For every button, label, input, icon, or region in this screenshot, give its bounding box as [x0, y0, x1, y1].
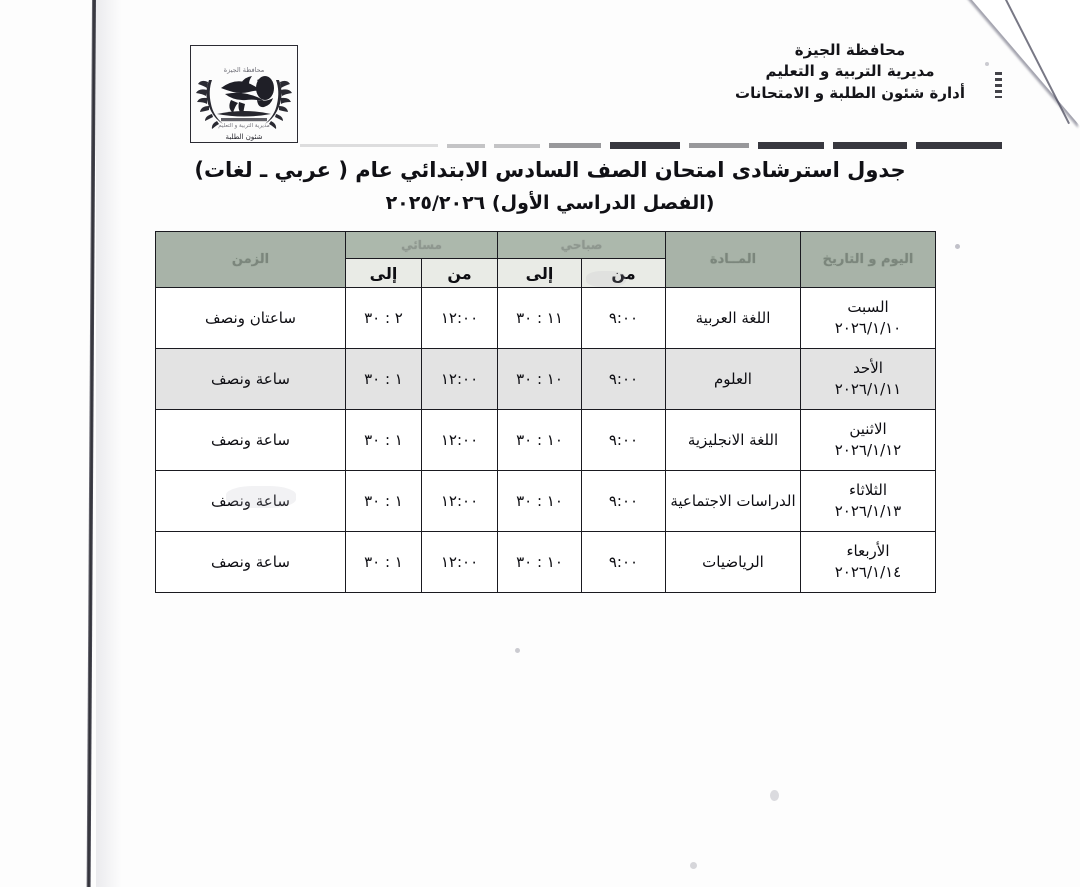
cell-subject: الدراسات الاجتماعية [666, 471, 801, 532]
cell-morning-to: ١٠ : ٣٠ [497, 349, 581, 410]
cell-subject: العلوم [666, 349, 801, 410]
table-row [155, 349, 935, 410]
scan-speck [770, 790, 779, 801]
cell-morning-to: ١٠ : ٣٠ [497, 471, 581, 532]
cell-evening-to: ٢ : ٣٠ [345, 288, 421, 349]
cell-day-name: السبت [847, 298, 889, 316]
header-group-evening: مسائي [345, 232, 497, 259]
emblem-mid-caption: مديرية التربية و التعليم [218, 123, 270, 129]
table-row [155, 410, 935, 471]
table-row [155, 471, 935, 532]
scan-speck [515, 648, 520, 653]
cell-day-date-value: ٢٠٢٦/١/١٠ [834, 319, 902, 337]
letterhead-text [700, 40, 1000, 104]
cell-evening-from: ١٢:٠٠ [421, 532, 497, 593]
header-morning-to: إلى [497, 259, 581, 288]
header-day-date: اليوم و التاريخ [801, 232, 936, 288]
header-evening-to: إلى [345, 259, 421, 288]
cell-morning-from: ٩:٠٠ [582, 471, 666, 532]
rule-segment [300, 144, 438, 147]
cell-day-date-value: ٢٠٢٦/١/١٣ [834, 502, 902, 520]
cell-day-date-value: ٢٠٢٦/١/١٢ [834, 441, 902, 459]
cell-duration: ساعة ونصف [155, 410, 345, 471]
header-subject: المــادة [666, 232, 801, 288]
rule-segment [549, 143, 601, 148]
exam-schedule-table [155, 231, 936, 593]
cell-evening-from: ١٢:٠٠ [421, 410, 497, 471]
cell-morning-from: ٩:٠٠ [582, 288, 666, 349]
cell-evening-to: ١ : ٣٠ [345, 471, 421, 532]
cell-duration: ساعة ونصف [155, 471, 345, 532]
letterhead-governorate: محافظة الجيزة [794, 41, 906, 59]
rule-segment [447, 144, 485, 148]
table-header-row-top [155, 232, 935, 259]
table-row [155, 288, 935, 349]
table-head [155, 232, 935, 288]
letterhead-directorate: مديرية التربية و التعليم [765, 62, 935, 81]
cell-evening-to: ١ : ٣٠ [345, 532, 421, 593]
cell-morning-from: ٩:٠٠ [582, 532, 666, 593]
cell-day-date [801, 532, 936, 593]
cell-day-date-value: ٢٠٢٦/١/١١ [834, 380, 902, 398]
table-row [155, 532, 935, 593]
cell-subject: اللغة العربية [666, 288, 801, 349]
cell-evening-to: ١ : ٣٠ [345, 410, 421, 471]
cell-duration: ساعة ونصف [155, 349, 345, 410]
rule-segment [689, 143, 749, 148]
rule-segment [610, 142, 680, 149]
exam-schedule-table-wrapper [196, 231, 936, 593]
document-title-block [150, 158, 950, 214]
cell-day-date [801, 288, 936, 349]
cell-evening-to: ١ : ٣٠ [345, 349, 421, 410]
cell-day-name: الثلاثاء [848, 481, 887, 499]
cell-subject: اللغة الانجليزية [666, 410, 801, 471]
cell-duration: ساعة ونصف [155, 532, 345, 593]
cell-day-name: الأحد [853, 359, 883, 377]
scan-speck [955, 244, 960, 249]
scan-speck [690, 862, 697, 869]
letterhead [0, 40, 1080, 140]
cell-subject: الرياضيات [666, 532, 801, 593]
table-body [155, 288, 935, 593]
egypt-eagle-emblem [190, 45, 298, 143]
page-title: جدول استرشادى امتحان الصف السادس الابتدائي عام ( عربي ـ لغات) [194, 158, 906, 182]
rule-segment [916, 142, 1002, 149]
cell-evening-from: ١٢:٠٠ [421, 349, 497, 410]
rule-segment [758, 142, 824, 149]
cell-day-date [801, 410, 936, 471]
cell-day-date [801, 471, 936, 532]
cell-day-date [801, 349, 936, 410]
cell-morning-from: ٩:٠٠ [582, 410, 666, 471]
cell-morning-to: ١٠ : ٣٠ [497, 410, 581, 471]
letterhead-rule [300, 141, 1002, 150]
letterhead-department: أدارة شئون الطلبة و الامتحانات [735, 83, 965, 102]
cell-evening-from: ١٢:٠٠ [421, 288, 497, 349]
page-subtitle: (الفصل الدراسي الأول) ٢٠٢٥/٢٠٢٦ [385, 192, 715, 214]
header-morning-from: من [582, 259, 666, 288]
emblem-bottom-caption: شئون الطلبة [225, 133, 263, 141]
cell-morning-from: ٩:٠٠ [582, 349, 666, 410]
header-evening-from: من [421, 259, 497, 288]
rule-segment [833, 142, 907, 149]
rule-segment [494, 144, 540, 148]
cell-morning-to: ١١ : ٣٠ [497, 288, 581, 349]
cell-day-name: الأربعاء [846, 542, 890, 560]
header-group-morning: صباحي [497, 232, 665, 259]
cell-duration: ساعتان ونصف [155, 288, 345, 349]
header-duration: الزمن [155, 232, 345, 288]
cell-morning-to: ١٠ : ٣٠ [497, 532, 581, 593]
cell-day-date-value: ٢٠٢٦/١/١٤ [834, 563, 902, 581]
cell-evening-from: ١٢:٠٠ [421, 471, 497, 532]
emblem-top-caption: محافظة الجيزة [223, 66, 265, 74]
cell-day-name: الاثنين [849, 420, 887, 438]
